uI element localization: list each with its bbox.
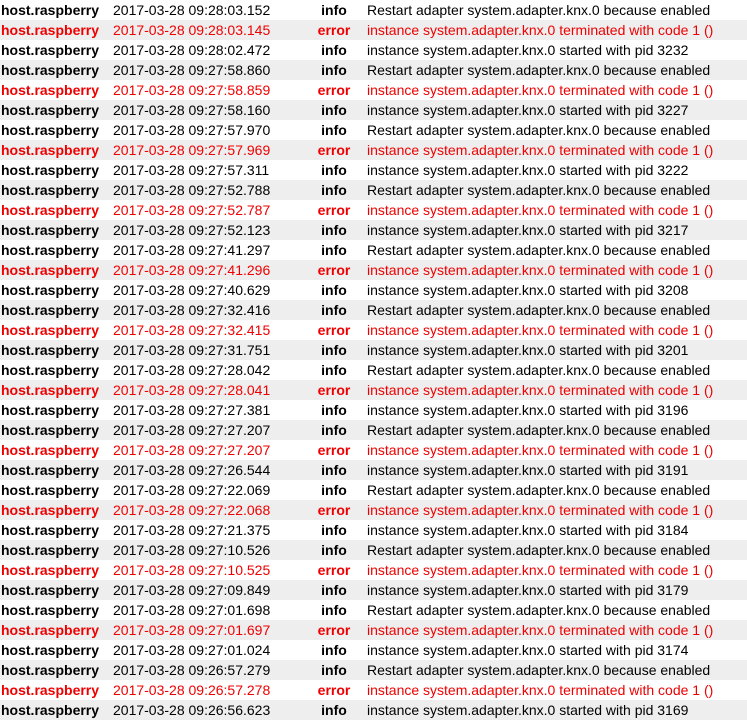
- log-severity: error: [305, 200, 363, 220]
- log-row: [0, 480, 747, 500]
- log-host: host.raspberry: [0, 680, 109, 700]
- log-message: Restart adapter system.adapter.knx.0 because enabled: [363, 480, 747, 500]
- log-row: [0, 340, 747, 360]
- log-severity: info: [305, 180, 363, 200]
- log-severity: error: [305, 140, 363, 160]
- log-host: host.raspberry: [0, 700, 109, 720]
- log-row: [0, 420, 747, 440]
- log-message: instance system.adapter.knx.0 started with pid 3232: [363, 40, 747, 60]
- log-message: Restart adapter system.adapter.knx.0 because enabled: [363, 360, 747, 380]
- log-message: instance system.adapter.knx.0 terminated with code 1 (): [363, 380, 747, 400]
- log-timestamp: 2017-03-28 09:27:57.969: [109, 140, 305, 160]
- log-host: host.raspberry: [0, 80, 109, 100]
- log-row: [0, 540, 747, 560]
- log-row: [0, 580, 747, 600]
- log-severity: info: [305, 640, 363, 660]
- log-host: host.raspberry: [0, 40, 109, 60]
- log-severity: info: [305, 40, 363, 60]
- log-timestamp: 2017-03-28 09:27:01.698: [109, 600, 305, 620]
- log-host: host.raspberry: [0, 440, 109, 460]
- log-severity: info: [305, 340, 363, 360]
- log-row: [0, 80, 747, 100]
- log-severity: info: [305, 100, 363, 120]
- log-host: host.raspberry: [0, 560, 109, 580]
- log-message: instance system.adapter.knx.0 started with pid 3201: [363, 340, 747, 360]
- log-message: instance system.adapter.knx.0 started with pid 3196: [363, 400, 747, 420]
- log-host: host.raspberry: [0, 480, 109, 500]
- log-host: host.raspberry: [0, 300, 109, 320]
- log-host: host.raspberry: [0, 160, 109, 180]
- log-timestamp: 2017-03-28 09:27:28.042: [109, 360, 305, 380]
- log-host: host.raspberry: [0, 600, 109, 620]
- log-message: instance system.adapter.knx.0 started with pid 3191: [363, 460, 747, 480]
- log-timestamp: 2017-03-28 09:27:52.788: [109, 180, 305, 200]
- log-severity: error: [305, 380, 363, 400]
- log-row: [0, 100, 747, 120]
- log-message: instance system.adapter.knx.0 terminated with code 1 (): [363, 200, 747, 220]
- log-severity: error: [305, 440, 363, 460]
- log-row: [0, 0, 747, 20]
- log-timestamp: 2017-03-28 09:27:22.069: [109, 480, 305, 500]
- log-severity: error: [305, 320, 363, 340]
- log-severity: error: [305, 680, 363, 700]
- log-message: instance system.adapter.knx.0 started with pid 3208: [363, 280, 747, 300]
- log-row: [0, 260, 747, 280]
- log-timestamp: 2017-03-28 09:27:27.207: [109, 440, 305, 460]
- log-host: host.raspberry: [0, 20, 109, 40]
- log-host: host.raspberry: [0, 320, 109, 340]
- log-timestamp: 2017-03-28 09:27:52.787: [109, 200, 305, 220]
- log-severity: error: [305, 560, 363, 580]
- log-message: instance system.adapter.knx.0 started with pid 3222: [363, 160, 747, 180]
- log-host: host.raspberry: [0, 620, 109, 640]
- log-row: [0, 160, 747, 180]
- log-row: [0, 180, 747, 200]
- log-severity: info: [305, 240, 363, 260]
- log-row: [0, 140, 747, 160]
- log-row: [0, 300, 747, 320]
- log-severity: info: [305, 700, 363, 720]
- log-row: [0, 20, 747, 40]
- log-host: host.raspberry: [0, 420, 109, 440]
- log-message: instance system.adapter.knx.0 started with pid 3174: [363, 640, 747, 660]
- log-row: [0, 520, 747, 540]
- log-timestamp: 2017-03-28 09:27:52.123: [109, 220, 305, 240]
- log-timestamp: 2017-03-28 09:27:10.526: [109, 540, 305, 560]
- log-severity: error: [305, 80, 363, 100]
- log-severity: info: [305, 460, 363, 480]
- log-timestamp: 2017-03-28 09:27:41.296: [109, 260, 305, 280]
- log-host: host.raspberry: [0, 340, 109, 360]
- log-row: [0, 200, 747, 220]
- log-severity: info: [305, 280, 363, 300]
- log-severity: info: [305, 580, 363, 600]
- log-message: instance system.adapter.knx.0 terminated with code 1 (): [363, 440, 747, 460]
- log-row: [0, 640, 747, 660]
- log-host: host.raspberry: [0, 540, 109, 560]
- log-message: instance system.adapter.knx.0 terminated with code 1 (): [363, 560, 747, 580]
- log-message: instance system.adapter.knx.0 terminated with code 1 (): [363, 500, 747, 520]
- log-row: [0, 220, 747, 240]
- log-host: host.raspberry: [0, 100, 109, 120]
- log-severity: info: [305, 600, 363, 620]
- log-timestamp: 2017-03-28 09:27:32.415: [109, 320, 305, 340]
- log-message: instance system.adapter.knx.0 started with pid 3184: [363, 520, 747, 540]
- log-message: Restart adapter system.adapter.knx.0 because enabled: [363, 60, 747, 80]
- log-row: [0, 700, 747, 720]
- log-message: instance system.adapter.knx.0 terminated with code 1 (): [363, 620, 747, 640]
- log-host: host.raspberry: [0, 240, 109, 260]
- log-severity: info: [305, 400, 363, 420]
- log-message: instance system.adapter.knx.0 started with pid 3179: [363, 580, 747, 600]
- log-host: host.raspberry: [0, 140, 109, 160]
- log-row: [0, 440, 747, 460]
- log-row: [0, 500, 747, 520]
- log-severity: error: [305, 260, 363, 280]
- log-timestamp: 2017-03-28 09:27:27.207: [109, 420, 305, 440]
- log-timestamp: 2017-03-28 09:27:31.751: [109, 340, 305, 360]
- log-severity: info: [305, 0, 363, 20]
- log-row: [0, 120, 747, 140]
- log-severity: info: [305, 220, 363, 240]
- log-timestamp: 2017-03-28 09:27:28.041: [109, 380, 305, 400]
- log-host: host.raspberry: [0, 400, 109, 420]
- log-severity: info: [305, 660, 363, 680]
- log-message: instance system.adapter.knx.0 started with pid 3217: [363, 220, 747, 240]
- log-severity: error: [305, 20, 363, 40]
- log-timestamp: 2017-03-28 09:27:41.297: [109, 240, 305, 260]
- log-severity: info: [305, 420, 363, 440]
- log-timestamp: 2017-03-28 09:27:10.525: [109, 560, 305, 580]
- log-host: host.raspberry: [0, 460, 109, 480]
- log-host: host.raspberry: [0, 500, 109, 520]
- log-row: [0, 280, 747, 300]
- log-timestamp: 2017-03-28 09:27:21.375: [109, 520, 305, 540]
- log-host: host.raspberry: [0, 180, 109, 200]
- log-host: host.raspberry: [0, 120, 109, 140]
- log-message: Restart adapter system.adapter.knx.0 because enabled: [363, 180, 747, 200]
- log-host: host.raspberry: [0, 280, 109, 300]
- log-timestamp: 2017-03-28 09:26:56.623: [109, 700, 305, 720]
- log-message: instance system.adapter.knx.0 started with pid 3169: [363, 700, 747, 720]
- log-timestamp: 2017-03-28 09:27:58.859: [109, 80, 305, 100]
- log-severity: info: [305, 520, 363, 540]
- log-host: host.raspberry: [0, 580, 109, 600]
- log-host: host.raspberry: [0, 660, 109, 680]
- log-message: Restart adapter system.adapter.knx.0 because enabled: [363, 660, 747, 680]
- log-message: Restart adapter system.adapter.knx.0 because enabled: [363, 300, 747, 320]
- log-row: [0, 680, 747, 700]
- log-severity: info: [305, 160, 363, 180]
- log-row: [0, 240, 747, 260]
- log-row: [0, 60, 747, 80]
- log-timestamp: 2017-03-28 09:28:02.472: [109, 40, 305, 60]
- log-timestamp: 2017-03-28 09:27:40.629: [109, 280, 305, 300]
- log-timestamp: 2017-03-28 09:27:57.311: [109, 160, 305, 180]
- log-timestamp: 2017-03-28 09:27:57.970: [109, 120, 305, 140]
- log-row: [0, 560, 747, 580]
- log-severity: info: [305, 480, 363, 500]
- log-timestamp: 2017-03-28 09:27:32.416: [109, 300, 305, 320]
- log-severity: error: [305, 500, 363, 520]
- log-row: [0, 40, 747, 60]
- log-message: instance system.adapter.knx.0 terminated with code 1 (): [363, 260, 747, 280]
- log-message: instance system.adapter.knx.0 terminated with code 1 (): [363, 20, 747, 40]
- log-message: instance system.adapter.knx.0 terminated with code 1 (): [363, 680, 747, 700]
- log-message: instance system.adapter.knx.0 terminated with code 1 (): [363, 80, 747, 100]
- log-timestamp: 2017-03-28 09:27:27.381: [109, 400, 305, 420]
- log-message: Restart adapter system.adapter.knx.0 because enabled: [363, 600, 747, 620]
- log-message: Restart adapter system.adapter.knx.0 because enabled: [363, 420, 747, 440]
- log-row: [0, 360, 747, 380]
- log-row: [0, 320, 747, 340]
- log-severity: info: [305, 300, 363, 320]
- log-severity: error: [305, 620, 363, 640]
- log-host: host.raspberry: [0, 200, 109, 220]
- log-message: Restart adapter system.adapter.knx.0 because enabled: [363, 540, 747, 560]
- log-severity: info: [305, 60, 363, 80]
- log-host: host.raspberry: [0, 520, 109, 540]
- log-message: Restart adapter system.adapter.knx.0 because enabled: [363, 120, 747, 140]
- log-row: [0, 600, 747, 620]
- log-message: Restart adapter system.adapter.knx.0 because enabled: [363, 240, 747, 260]
- log-row: [0, 460, 747, 480]
- log-timestamp: 2017-03-28 09:26:57.278: [109, 680, 305, 700]
- log-message: instance system.adapter.knx.0 terminated with code 1 (): [363, 140, 747, 160]
- log-timestamp: 2017-03-28 09:28:03.145: [109, 20, 305, 40]
- log-host: host.raspberry: [0, 0, 109, 20]
- log-host: host.raspberry: [0, 60, 109, 80]
- log-timestamp: 2017-03-28 09:27:01.697: [109, 620, 305, 640]
- log-row: [0, 660, 747, 680]
- log-message: instance system.adapter.knx.0 started with pid 3227: [363, 100, 747, 120]
- log-severity: info: [305, 360, 363, 380]
- log-timestamp: 2017-03-28 09:28:03.152: [109, 0, 305, 20]
- log-severity: info: [305, 120, 363, 140]
- log-host: host.raspberry: [0, 360, 109, 380]
- log-message: instance system.adapter.knx.0 terminated with code 1 (): [363, 320, 747, 340]
- log-host: host.raspberry: [0, 220, 109, 240]
- log-timestamp: 2017-03-28 09:27:58.160: [109, 100, 305, 120]
- log-host: host.raspberry: [0, 260, 109, 280]
- log-host: host.raspberry: [0, 380, 109, 400]
- log-timestamp: 2017-03-28 09:26:57.279: [109, 660, 305, 680]
- log-severity: info: [305, 540, 363, 560]
- log-timestamp: 2017-03-28 09:27:01.024: [109, 640, 305, 660]
- log-row: [0, 620, 747, 640]
- log-row: [0, 380, 747, 400]
- log-host: host.raspberry: [0, 640, 109, 660]
- log-timestamp: 2017-03-28 09:27:26.544: [109, 460, 305, 480]
- log-timestamp: 2017-03-28 09:27:09.849: [109, 580, 305, 600]
- log-message: Restart adapter system.adapter.knx.0 because enabled: [363, 0, 747, 20]
- log-row: [0, 400, 747, 420]
- log-timestamp: 2017-03-28 09:27:58.860: [109, 60, 305, 80]
- log-timestamp: 2017-03-28 09:27:22.068: [109, 500, 305, 520]
